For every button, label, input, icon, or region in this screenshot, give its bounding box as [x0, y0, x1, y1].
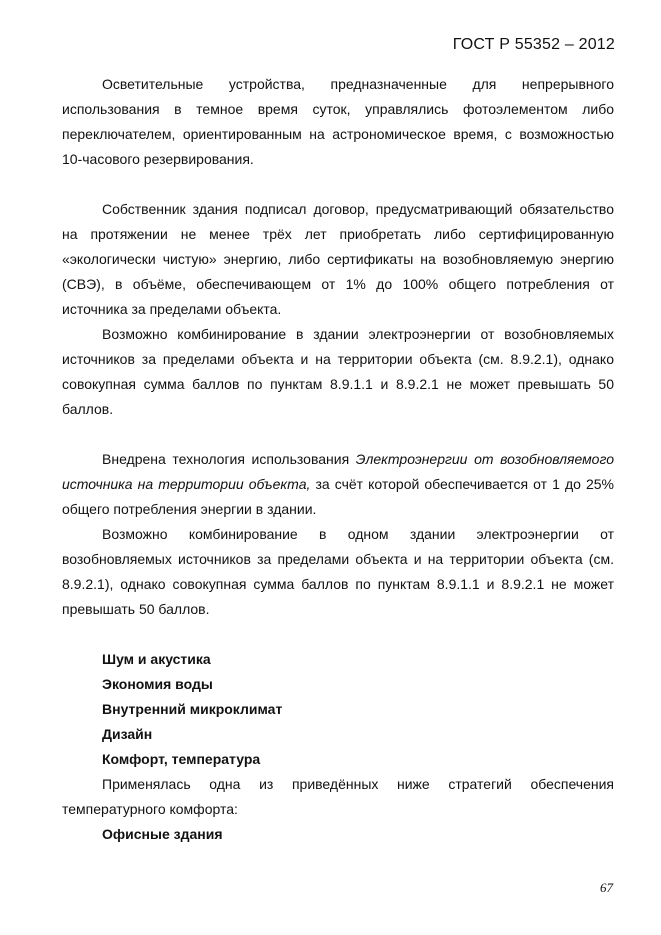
heading-comfort-temperature: Комфорт, температура: [102, 751, 261, 767]
paragraph-thermal-comfort-strategy: Применялась одна из приведённых ниже стратегий обеспечения температурного комфорта:: [62, 776, 614, 817]
document-body: [62, 72, 614, 847]
paragraph-combination-offsite: Возможно комбинирование в здании электроэнергии от возобновляемых источников за пределами объекта и на территории объекта (см. 8.9.2.1), однако совокупная сумма баллов по пунктам 8.9.1.1 и 8.9.2.1 не может превышать 50 баллов.: [62, 326, 614, 417]
paragraph-combination-single-building: Возможно комбинирование в одном здании электроэнергии от возобновляемых источников за пределами объекта и на территории объекта (см. 8.9.2.1), однако совокупная сумма баллов по пунктам 8.9.1.1 и 8.9.2.1 не может превышать 50 баллов.: [62, 526, 614, 617]
paragraph-lighting-devices: Осветительные устройства, предназначенные для непрерывного использования в темное время суток, управлялись фотоэлементом либо переключателем, ориентированным на астрономическое время, с возможностью 10-часового резервирования.: [62, 76, 614, 167]
page-number: 67: [600, 880, 613, 895]
paragraph-gap: [62, 422, 614, 447]
paragraph-gap: [62, 622, 614, 647]
heading-indoor-climate: Внутренний микроклимат: [102, 701, 283, 717]
paragraph-onsite-technology: [62, 447, 614, 522]
paragraph-gap: [62, 172, 614, 197]
heading-office-buildings: Офисные здания: [102, 826, 223, 842]
heading-design: Дизайн: [102, 726, 153, 742]
paragraph-onsite-italic: Электроэнергии от возобновляемого источника на территории объекта,: [62, 451, 614, 492]
heading-noise-acoustics: Шум и акустика: [102, 651, 211, 667]
paragraph-onsite-start: Внедрена технология использования: [102, 451, 356, 467]
paragraph-onsite-end: за счёт которой обеспечивается от 1 до 25% общего потребления энергии в здании.: [62, 476, 614, 517]
paragraph-owner-contract: Собственник здания подписал договор, предусматривающий обязательство на протяжении не менее трёх лет приобретать либо сертифицированную «экологически чистую» энергию, либо сертификаты на возобновляемую энергию (СВЭ), в объёме, обеспечивающем от 1% до 100% общего потребления от источника за пределами объекта.: [62, 201, 614, 317]
heading-water-saving: Экономия воды: [102, 676, 213, 692]
document-header-id: ГОСТ Р 55352 – 2012: [452, 36, 615, 53]
